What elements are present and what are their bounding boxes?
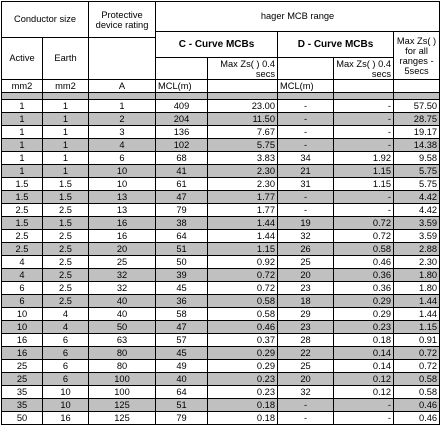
active-size-cell: 4 bbox=[2, 269, 43, 282]
active-size-cell: 6 bbox=[2, 282, 43, 295]
c-unit-blank bbox=[208, 80, 278, 93]
device-rating-cell: 13 bbox=[89, 204, 156, 217]
d-mcl-cell: 21 bbox=[278, 165, 334, 178]
table-row bbox=[2, 256, 440, 269]
d-max-zs-cell: 0.58 bbox=[334, 243, 394, 256]
d-mcl-cell: - bbox=[278, 204, 334, 217]
max-zs-all-cell: 0.46 bbox=[394, 412, 440, 425]
active-size-cell: 1 bbox=[2, 139, 43, 152]
c-mcl-cell: 36 bbox=[156, 295, 208, 308]
d-mcl-cell: 31 bbox=[278, 178, 334, 191]
earth-size-cell: 2.5 bbox=[43, 282, 89, 295]
c-max-zs-cell: 0.58 bbox=[208, 308, 278, 321]
d-max-zs-cell: 0.29 bbox=[334, 295, 394, 308]
max-zs-all-cell: 0.72 bbox=[394, 360, 440, 373]
earth-size-cell: 2.5 bbox=[43, 204, 89, 217]
mcb-selection-table bbox=[1, 1, 440, 425]
max-zs-all-cell: 2.88 bbox=[394, 243, 440, 256]
conductor-size-header: Conductor size bbox=[2, 2, 89, 38]
device-rating-cell: 40 bbox=[89, 308, 156, 321]
d-max-zs-cell: 0.46 bbox=[334, 256, 394, 269]
earth-size-cell: 2.5 bbox=[43, 230, 89, 243]
c-max-zs-cell: 0.72 bbox=[208, 282, 278, 295]
table-row bbox=[2, 165, 440, 178]
c-mcl-cell: 47 bbox=[156, 191, 208, 204]
all-unit-blank bbox=[394, 80, 440, 93]
c-mcl-cell: 45 bbox=[156, 347, 208, 360]
d-mcl-cell: - bbox=[278, 412, 334, 425]
max-zs-all-cell: 5.75 bbox=[394, 178, 440, 191]
max-zs-all-cell: 1.80 bbox=[394, 282, 440, 295]
active-size-cell: 6 bbox=[2, 295, 43, 308]
device-rating-cell: 32 bbox=[89, 269, 156, 282]
c-curve-header: C - Curve MCBs bbox=[156, 32, 278, 58]
active-size-cell: 2.5 bbox=[2, 204, 43, 217]
table-row bbox=[2, 113, 440, 126]
c-max-zs-cell: 0.18 bbox=[208, 412, 278, 425]
active-size-cell: 1 bbox=[2, 165, 43, 178]
c-mcl-cell: 102 bbox=[156, 139, 208, 152]
device-rating-cell: 25 bbox=[89, 256, 156, 269]
d-mcl-blank bbox=[278, 58, 334, 80]
device-rating-cell: 125 bbox=[89, 412, 156, 425]
d-mcl-cell: 25 bbox=[278, 360, 334, 373]
device-rating-cell: 10 bbox=[89, 178, 156, 191]
c-max-zs-cell: 2.30 bbox=[208, 165, 278, 178]
active-size-cell: 16 bbox=[2, 347, 43, 360]
table-row bbox=[2, 373, 440, 386]
c-mcl-cell: 79 bbox=[156, 204, 208, 217]
device-rating-cell: 100 bbox=[89, 373, 156, 386]
d-mcl-cell: 18 bbox=[278, 295, 334, 308]
c-mcl-cell: 45 bbox=[156, 282, 208, 295]
c-max-zs-cell: 3.83 bbox=[208, 152, 278, 165]
c-max-zs-cell: 1.77 bbox=[208, 204, 278, 217]
active-size-cell: 1 bbox=[2, 113, 43, 126]
c-mcl-cell: 79 bbox=[156, 412, 208, 425]
max-zs-all-cell: 19.17 bbox=[394, 126, 440, 139]
d-mcl-cell: - bbox=[278, 100, 334, 113]
device-rating-cell: 16 bbox=[89, 217, 156, 230]
c-max-zs-cell: 0.29 bbox=[208, 360, 278, 373]
table-row bbox=[2, 126, 440, 139]
d-max-zs-cell: 0.18 bbox=[334, 334, 394, 347]
earth-size-cell: 16 bbox=[43, 412, 89, 425]
d-curve-header: D - Curve MCBs bbox=[278, 32, 394, 58]
table-row bbox=[2, 360, 440, 373]
earth-size-cell: 1 bbox=[43, 139, 89, 152]
d-max-zs-cell: 0.14 bbox=[334, 347, 394, 360]
max-zs-all-cell: 9.58 bbox=[394, 152, 440, 165]
table-row bbox=[2, 230, 440, 243]
earth-size-cell: 1 bbox=[43, 100, 89, 113]
d-mcl-cell: - bbox=[278, 191, 334, 204]
c-mcl-cell: 68 bbox=[156, 152, 208, 165]
active-size-cell: 10 bbox=[2, 321, 43, 334]
max-zs-all-ranges-header: Max Zs( ) for all ranges - 5secs bbox=[394, 32, 440, 80]
table-row bbox=[2, 191, 440, 204]
d-max-zs-cell: - bbox=[334, 113, 394, 126]
d-max-zs-header: Max Zs( ) 0.4 secs bbox=[334, 58, 394, 80]
table-row bbox=[2, 100, 440, 113]
d-max-zs-cell: 0.29 bbox=[334, 308, 394, 321]
device-rating-cell: 50 bbox=[89, 321, 156, 334]
table-row bbox=[2, 269, 440, 282]
table-row bbox=[2, 282, 440, 295]
d-max-zs-cell: 1.92 bbox=[334, 152, 394, 165]
earth-size-cell: 2.5 bbox=[43, 256, 89, 269]
c-mcl-cell: 58 bbox=[156, 308, 208, 321]
earth-size-cell: 1.5 bbox=[43, 191, 89, 204]
active-header: Active bbox=[2, 38, 43, 80]
d-max-zs-cell: - bbox=[334, 191, 394, 204]
d-max-zs-cell: 0.14 bbox=[334, 360, 394, 373]
device-rating-cell: 40 bbox=[89, 295, 156, 308]
device-rating-cell: 3 bbox=[89, 126, 156, 139]
active-size-cell: 35 bbox=[2, 399, 43, 412]
max-zs-all-cell: 2.30 bbox=[394, 256, 440, 269]
earth-size-cell: 1 bbox=[43, 113, 89, 126]
d-mcl-cell: - bbox=[278, 113, 334, 126]
table-row bbox=[2, 321, 440, 334]
max-zs-all-cell: 0.91 bbox=[394, 334, 440, 347]
c-max-zs-cell: 1.77 bbox=[208, 191, 278, 204]
c-max-zs-cell: 5.75 bbox=[208, 139, 278, 152]
d-max-zs-cell: - bbox=[334, 412, 394, 425]
earth-size-cell: 6 bbox=[43, 360, 89, 373]
max-zs-all-cell: 1.44 bbox=[394, 308, 440, 321]
device-rating-cell: 10 bbox=[89, 165, 156, 178]
d-max-zs-cell: 0.72 bbox=[334, 217, 394, 230]
d-unit-blank bbox=[334, 80, 394, 93]
c-mcl-cell: 49 bbox=[156, 360, 208, 373]
earth-size-cell: 4 bbox=[43, 308, 89, 321]
d-mcl-cell: 20 bbox=[278, 269, 334, 282]
d-mcl-cell: 26 bbox=[278, 243, 334, 256]
active-size-cell: 1.5 bbox=[2, 178, 43, 191]
active-size-cell: 25 bbox=[2, 360, 43, 373]
max-zs-all-cell: 0.58 bbox=[394, 386, 440, 399]
c-mcl-cell: 47 bbox=[156, 321, 208, 334]
d-mcl-cell: - bbox=[278, 126, 334, 139]
c-max-zs-cell: 11.50 bbox=[208, 113, 278, 126]
d-mcl-cell: 25 bbox=[278, 256, 334, 269]
earth-size-cell: 1 bbox=[43, 126, 89, 139]
max-zs-all-cell: 1.44 bbox=[394, 295, 440, 308]
device-rating-cell: 32 bbox=[89, 282, 156, 295]
max-zs-all-cell: 1.80 bbox=[394, 269, 440, 282]
active-size-cell: 1 bbox=[2, 152, 43, 165]
c-max-zs-cell: 0.72 bbox=[208, 269, 278, 282]
c-max-zs-cell: 0.18 bbox=[208, 399, 278, 412]
active-size-cell: 1.5 bbox=[2, 191, 43, 204]
earth-header: Earth bbox=[43, 38, 89, 80]
c-mcl-cell: 136 bbox=[156, 126, 208, 139]
c-max-zs-header: Max Zs( ) 0.4 secs bbox=[208, 58, 278, 80]
table-row bbox=[2, 178, 440, 191]
d-mcl-cell: 20 bbox=[278, 373, 334, 386]
d-mcl-cell: 22 bbox=[278, 347, 334, 360]
d-max-zs-cell: - bbox=[334, 100, 394, 113]
c-mcl-cell: 57 bbox=[156, 334, 208, 347]
c-max-zs-cell: 0.58 bbox=[208, 295, 278, 308]
protective-device-rating-header: Protective device rating bbox=[89, 2, 156, 38]
unit-rating: A bbox=[89, 80, 156, 93]
active-size-cell: 2.5 bbox=[2, 230, 43, 243]
table-body bbox=[2, 93, 440, 425]
c-mcl-cell: 39 bbox=[156, 269, 208, 282]
d-mcl-cell: 34 bbox=[278, 152, 334, 165]
unit-active: mm2 bbox=[2, 80, 43, 93]
max-zs-all-cell: 3.59 bbox=[394, 230, 440, 243]
d-max-zs-cell: - bbox=[334, 204, 394, 217]
d-mcl-cell: 28 bbox=[278, 334, 334, 347]
c-max-zs-cell: 0.92 bbox=[208, 256, 278, 269]
table-row bbox=[2, 295, 440, 308]
active-size-cell: 25 bbox=[2, 373, 43, 386]
d-mcl-cell: 23 bbox=[278, 321, 334, 334]
device-rating-cell: 1 bbox=[89, 100, 156, 113]
d-mcl-cell: - bbox=[278, 139, 334, 152]
device-rating-cell: 80 bbox=[89, 360, 156, 373]
device-rating-cell: 6 bbox=[89, 152, 156, 165]
c-mcl-cell: 204 bbox=[156, 113, 208, 126]
device-rating-cell: 20 bbox=[89, 243, 156, 256]
c-max-zs-cell: 0.23 bbox=[208, 386, 278, 399]
c-max-zs-cell: 1.44 bbox=[208, 217, 278, 230]
table-row bbox=[2, 347, 440, 360]
active-size-cell: 35 bbox=[2, 386, 43, 399]
earth-size-cell: 6 bbox=[43, 347, 89, 360]
earth-size-cell: 1.5 bbox=[43, 178, 89, 191]
max-zs-all-cell: 28.75 bbox=[394, 113, 440, 126]
d-max-zs-cell: 1.15 bbox=[334, 165, 394, 178]
c-max-zs-cell: 0.29 bbox=[208, 347, 278, 360]
d-mcl-cell: 23 bbox=[278, 282, 334, 295]
active-size-cell: 50 bbox=[2, 412, 43, 425]
active-size-cell: 1 bbox=[2, 126, 43, 139]
c-mcl-cell: 41 bbox=[156, 165, 208, 178]
c-max-zs-cell: 1.15 bbox=[208, 243, 278, 256]
earth-size-cell: 2.5 bbox=[43, 243, 89, 256]
c-max-zs-cell: 1.44 bbox=[208, 230, 278, 243]
device-rating-cell: 4 bbox=[89, 139, 156, 152]
max-zs-all-cell: 57.50 bbox=[394, 100, 440, 113]
unit-earth: mm2 bbox=[43, 80, 89, 93]
active-size-cell: 10 bbox=[2, 308, 43, 321]
c-mcl-cell: 38 bbox=[156, 217, 208, 230]
d-mcl-cell: 19 bbox=[278, 217, 334, 230]
device-rating-cell: 125 bbox=[89, 399, 156, 412]
table-row bbox=[2, 386, 440, 399]
max-zs-all-cell: 0.72 bbox=[394, 347, 440, 360]
max-zs-all-cell: 4.42 bbox=[394, 204, 440, 217]
c-max-zs-cell: 0.46 bbox=[208, 321, 278, 334]
table-row bbox=[2, 139, 440, 152]
c-mcl-cell: 51 bbox=[156, 243, 208, 256]
c-mcl-cell: 64 bbox=[156, 386, 208, 399]
c-mcl-cell: 64 bbox=[156, 230, 208, 243]
device-rating-cell: 2 bbox=[89, 113, 156, 126]
max-zs-all-cell: 4.42 bbox=[394, 191, 440, 204]
max-zs-all-cell: 3.59 bbox=[394, 217, 440, 230]
c-mcl-header: MCL(m) bbox=[156, 80, 208, 93]
earth-size-cell: 10 bbox=[43, 386, 89, 399]
table-row bbox=[2, 334, 440, 347]
d-mcl-cell: - bbox=[278, 399, 334, 412]
c-mcl-blank bbox=[156, 58, 208, 80]
d-max-zs-cell: 0.12 bbox=[334, 386, 394, 399]
table-row bbox=[2, 217, 440, 230]
table-row bbox=[2, 308, 440, 321]
device-rating-cell: 13 bbox=[89, 191, 156, 204]
earth-size-cell: 10 bbox=[43, 399, 89, 412]
c-mcl-cell: 51 bbox=[156, 399, 208, 412]
earth-size-cell: 1 bbox=[43, 152, 89, 165]
rating-blank-header bbox=[89, 38, 156, 80]
earth-size-cell: 2.5 bbox=[43, 269, 89, 282]
earth-size-cell: 6 bbox=[43, 334, 89, 347]
c-mcl-cell: 409 bbox=[156, 100, 208, 113]
c-max-zs-cell: 0.23 bbox=[208, 373, 278, 386]
d-max-zs-cell: 0.36 bbox=[334, 282, 394, 295]
active-size-cell: 2.5 bbox=[2, 243, 43, 256]
d-max-zs-cell: 0.72 bbox=[334, 230, 394, 243]
d-max-zs-cell: - bbox=[334, 399, 394, 412]
max-zs-all-cell: 1.15 bbox=[394, 321, 440, 334]
max-zs-all-cell: 0.46 bbox=[394, 399, 440, 412]
c-max-zs-cell: 23.00 bbox=[208, 100, 278, 113]
d-mcl-cell: 32 bbox=[278, 386, 334, 399]
max-zs-all-cell: 5.75 bbox=[394, 165, 440, 178]
earth-size-cell: 6 bbox=[43, 373, 89, 386]
c-mcl-cell: 50 bbox=[156, 256, 208, 269]
c-mcl-cell: 40 bbox=[156, 373, 208, 386]
d-max-zs-cell: 0.23 bbox=[334, 321, 394, 334]
c-mcl-cell: 61 bbox=[156, 178, 208, 191]
device-rating-cell: 80 bbox=[89, 347, 156, 360]
d-mcl-cell: 29 bbox=[278, 308, 334, 321]
device-rating-cell: 16 bbox=[89, 230, 156, 243]
c-max-zs-cell: 0.37 bbox=[208, 334, 278, 347]
device-rating-cell: 63 bbox=[89, 334, 156, 347]
table-row bbox=[2, 243, 440, 256]
earth-size-cell: 4 bbox=[43, 321, 89, 334]
device-rating-cell: 100 bbox=[89, 386, 156, 399]
table-row bbox=[2, 412, 440, 425]
active-size-cell: 1 bbox=[2, 100, 43, 113]
spacer-row bbox=[2, 93, 440, 100]
earth-size-cell: 2.5 bbox=[43, 295, 89, 308]
c-max-zs-cell: 7.67 bbox=[208, 126, 278, 139]
active-size-cell: 4 bbox=[2, 256, 43, 269]
table-row bbox=[2, 204, 440, 217]
max-zs-all-cell: 0.58 bbox=[394, 373, 440, 386]
earth-size-cell: 1.5 bbox=[43, 217, 89, 230]
table-row bbox=[2, 152, 440, 165]
c-max-zs-cell: 2.30 bbox=[208, 178, 278, 191]
d-mcl-cell: 32 bbox=[278, 230, 334, 243]
d-max-zs-cell: - bbox=[334, 139, 394, 152]
active-size-cell: 1.5 bbox=[2, 217, 43, 230]
d-max-zs-cell: 0.12 bbox=[334, 373, 394, 386]
max-zs-all-cell: 14.38 bbox=[394, 139, 440, 152]
d-max-zs-cell: 1.15 bbox=[334, 178, 394, 191]
mcb-range-header: hager MCB range bbox=[156, 2, 440, 32]
d-mcl-header: MCL(m) bbox=[278, 80, 334, 93]
d-max-zs-cell: 0.36 bbox=[334, 269, 394, 282]
active-size-cell: 16 bbox=[2, 334, 43, 347]
earth-size-cell: 1 bbox=[43, 165, 89, 178]
table-row bbox=[2, 399, 440, 412]
d-max-zs-cell: - bbox=[334, 126, 394, 139]
